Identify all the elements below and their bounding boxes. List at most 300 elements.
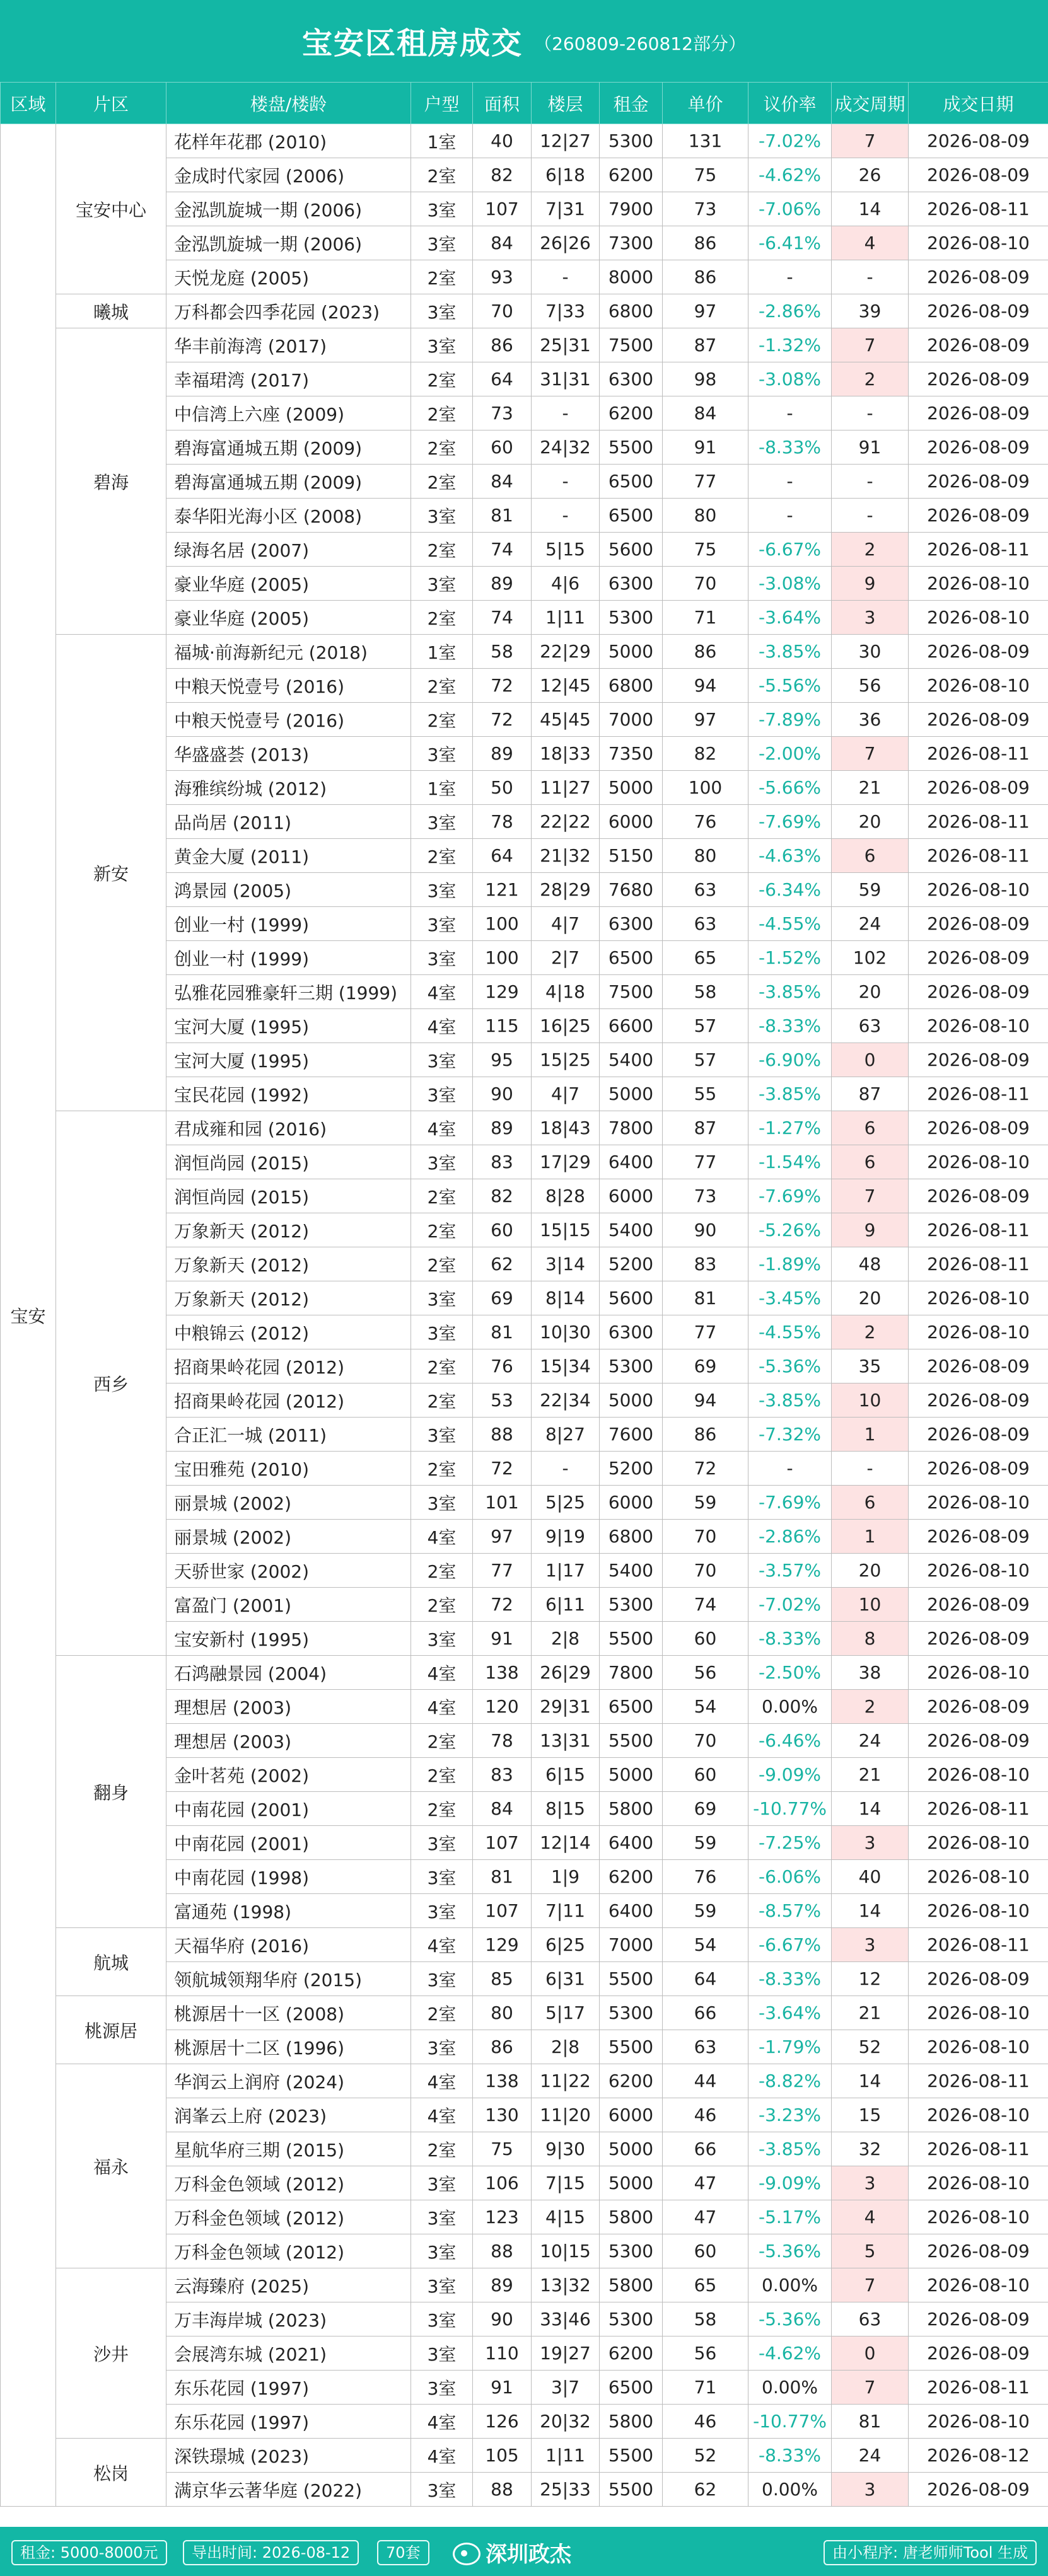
bargain-rate-cell: -3.45% — [748, 1281, 832, 1315]
rent-cell: 6600 — [600, 1009, 663, 1043]
floor-cell: 9|19 — [532, 1520, 600, 1554]
bargain-rate-cell: -2.86% — [748, 294, 832, 328]
floor-cell: 18|33 — [532, 737, 600, 771]
area-cell: 76 — [473, 1349, 532, 1383]
rent-cell: 5300 — [600, 2302, 663, 2336]
layout-cell: 3室 — [411, 873, 473, 907]
estate-cell: 金成时代家园 (2006) — [166, 158, 411, 192]
unit-price-cell: 47 — [663, 2166, 748, 2200]
area-cell: 72 — [473, 1452, 532, 1486]
col-bargain-rate: 议价率 — [748, 83, 832, 124]
floor-cell: 22|34 — [532, 1383, 600, 1418]
estate-cell: 宝民花园 (1992) — [166, 1077, 411, 1111]
deal-date-cell: 2026-08-11 — [909, 533, 1048, 567]
estate-cell: 泰华阳光海小区 (2008) — [166, 499, 411, 533]
deal-date-cell: 2026-08-10 — [909, 669, 1048, 703]
estate-cell: 中南花园 (2001) — [166, 1826, 411, 1860]
bargain-rate-cell: -8.33% — [748, 1622, 832, 1656]
deal-date-cell: 2026-08-10 — [909, 2200, 1048, 2234]
area-cell: 115 — [473, 1009, 532, 1043]
deal-cycle-cell: 6 — [832, 1111, 909, 1145]
area-cell: 105 — [473, 2439, 532, 2473]
bargain-rate-cell: -7.06% — [748, 192, 832, 226]
area-cell: 50 — [473, 771, 532, 805]
deal-cycle-cell: 2 — [832, 1315, 909, 1349]
floor-cell: 11|20 — [532, 2098, 600, 2132]
deal-date-cell: 2026-08-10 — [909, 1894, 1048, 1928]
rent-cell: 6300 — [600, 567, 663, 601]
deal-cycle-cell: 4 — [832, 226, 909, 260]
area-cell: 97 — [473, 1520, 532, 1554]
rent-cell: 6200 — [600, 396, 663, 430]
floor-cell: - — [532, 499, 600, 533]
layout-cell: 3室 — [411, 2268, 473, 2302]
deal-date-cell: 2026-08-10 — [909, 1826, 1048, 1860]
estate-cell: 万科金色领域 (2012) — [166, 2200, 411, 2234]
area-cell: 86 — [473, 328, 532, 362]
deal-date-cell: 2026-08-09 — [909, 2302, 1048, 2336]
area-cell: 85 — [473, 1962, 532, 1996]
page-title — [0, 19, 1048, 62]
unit-price-cell: 97 — [663, 703, 748, 737]
bargain-rate-cell: -7.69% — [748, 1179, 832, 1213]
estate-cell: 君成雍和园 (2016) — [166, 1111, 411, 1145]
area-cell: 69 — [473, 1281, 532, 1315]
deal-cycle-cell: 48 — [832, 1247, 909, 1281]
area-cell: 89 — [473, 2268, 532, 2302]
rent-cell: 5500 — [600, 1962, 663, 1996]
bargain-rate-cell: 0.00% — [748, 2268, 832, 2302]
layout-cell: 2室 — [411, 158, 473, 192]
floor-cell: 33|46 — [532, 2302, 600, 2336]
estate-cell: 品尚居 (2011) — [166, 805, 411, 839]
bargain-rate-cell: -9.09% — [748, 2166, 832, 2200]
estate-cell: 桃源居十一区 (2008) — [166, 1996, 411, 2030]
bargain-rate-cell: -7.89% — [748, 703, 832, 737]
bargain-rate-cell: -1.79% — [748, 2030, 832, 2064]
district-cell: 碧海 — [56, 328, 166, 635]
area-cell: 126 — [473, 2405, 532, 2439]
area-cell: 70 — [473, 294, 532, 328]
area-cell: 121 — [473, 873, 532, 907]
estate-cell: 天骄世家 (2002) — [166, 1554, 411, 1588]
bargain-rate-cell: -3.85% — [748, 1077, 832, 1111]
deal-cycle-cell: 30 — [832, 635, 909, 669]
estate-cell: 华盛盛荟 (2013) — [166, 737, 411, 771]
bargain-rate-cell: -3.85% — [748, 635, 832, 669]
unit-price-cell: 62 — [663, 2473, 748, 2507]
layout-cell: 2室 — [411, 839, 473, 873]
area-cell: 138 — [473, 1656, 532, 1690]
bargain-rate-cell: -7.69% — [748, 805, 832, 839]
deal-date-cell: 2026-08-09 — [909, 635, 1048, 669]
floor-cell: 29|31 — [532, 1690, 600, 1724]
floor-cell: 12|45 — [532, 669, 600, 703]
bargain-rate-cell: -8.57% — [748, 1894, 832, 1928]
district-cell: 曦城 — [56, 294, 166, 328]
unit-price-cell: 75 — [663, 158, 748, 192]
deal-cycle-cell: - — [832, 396, 909, 430]
deal-cycle-cell: 24 — [832, 2439, 909, 2473]
district-cell: 新安 — [56, 635, 166, 1111]
deal-cycle-cell: 39 — [832, 294, 909, 328]
layout-cell: 3室 — [411, 2200, 473, 2234]
floor-cell: 25|33 — [532, 2473, 600, 2507]
estate-cell: 万科都会四季花园 (2023) — [166, 294, 411, 328]
deal-cycle-cell: 3 — [832, 601, 909, 635]
table-row — [1, 1656, 1048, 1690]
unit-price-cell: 58 — [663, 975, 748, 1009]
deal-cycle-cell: 14 — [832, 2064, 909, 2098]
bargain-rate-cell: -1.54% — [748, 1145, 832, 1179]
bargain-rate-cell: -4.55% — [748, 907, 832, 941]
export-time-badge: 导出时间: 2026-08-12 — [183, 2540, 359, 2565]
deal-cycle-cell: 63 — [832, 1009, 909, 1043]
table-header-row — [1, 83, 1048, 124]
floor-cell: 28|29 — [532, 873, 600, 907]
estate-cell: 中粮锦云 (2012) — [166, 1315, 411, 1349]
unit-price-cell: 63 — [663, 907, 748, 941]
rent-cell: 8000 — [600, 260, 663, 294]
floor-cell: 8|27 — [532, 1418, 600, 1452]
deal-cycle-cell: 59 — [832, 873, 909, 907]
rent-cell: 6500 — [600, 2371, 663, 2405]
estate-cell: 万科金色领域 (2012) — [166, 2166, 411, 2200]
layout-cell: 3室 — [411, 499, 473, 533]
generator-badge: 由小程序: 唐老师师Tool 生成 — [824, 2540, 1037, 2565]
rent-cell: 7800 — [600, 1111, 663, 1145]
floor-cell: 3|7 — [532, 2371, 600, 2405]
estate-cell: 万象新天 (2012) — [166, 1213, 411, 1247]
bargain-rate-cell: 0.00% — [748, 1690, 832, 1724]
deal-date-cell: 2026-08-09 — [909, 158, 1048, 192]
unit-price-cell: 59 — [663, 1826, 748, 1860]
layout-cell: 2室 — [411, 1179, 473, 1213]
floor-cell: 18|43 — [532, 1111, 600, 1145]
estate-cell: 万丰海岸城 (2023) — [166, 2302, 411, 2336]
col-layout: 户型 — [411, 83, 473, 124]
area-cell: 91 — [473, 2371, 532, 2405]
floor-cell: 2|8 — [532, 2030, 600, 2064]
area-cell: 107 — [473, 192, 532, 226]
floor-cell: 17|29 — [532, 1145, 600, 1179]
deal-cycle-cell: 0 — [832, 2336, 909, 2371]
rent-cell: 7680 — [600, 873, 663, 907]
estate-cell: 星航华府三期 (2015) — [166, 2132, 411, 2166]
deal-date-cell: 2026-08-10 — [909, 1281, 1048, 1315]
bargain-rate-cell: -2.50% — [748, 1656, 832, 1690]
layout-cell: 3室 — [411, 1077, 473, 1111]
layout-cell: 3室 — [411, 192, 473, 226]
unit-price-cell: 55 — [663, 1077, 748, 1111]
deal-cycle-cell: 7 — [832, 737, 909, 771]
floor-cell: 7|15 — [532, 2166, 600, 2200]
estate-cell: 海雅缤纷城 (2012) — [166, 771, 411, 805]
unit-price-cell: 70 — [663, 567, 748, 601]
rent-cell: 6500 — [600, 1690, 663, 1724]
rent-cell: 6800 — [600, 1520, 663, 1554]
area-cell: 107 — [473, 1826, 532, 1860]
estate-cell: 润恒尚园 (2015) — [166, 1179, 411, 1213]
footer-bar — [0, 2527, 1048, 2576]
deal-cycle-cell: 35 — [832, 1349, 909, 1383]
estate-cell: 花样年花郡 (2010) — [166, 124, 411, 158]
estate-cell: 桃源居十二区 (1996) — [166, 2030, 411, 2064]
deal-cycle-cell: 4 — [832, 2200, 909, 2234]
layout-cell: 1室 — [411, 124, 473, 158]
col-estate: 楼盘/楼龄 — [166, 83, 411, 124]
layout-cell: 3室 — [411, 328, 473, 362]
unit-price-cell: 57 — [663, 1043, 748, 1077]
unit-price-cell: 94 — [663, 1383, 748, 1418]
layout-cell: 3室 — [411, 1826, 473, 1860]
unit-price-cell: 66 — [663, 2132, 748, 2166]
bargain-rate-cell: -7.02% — [748, 124, 832, 158]
deal-date-cell: 2026-08-09 — [909, 1349, 1048, 1383]
unit-price-cell: 86 — [663, 260, 748, 294]
deal-date-cell: 2026-08-09 — [909, 362, 1048, 396]
layout-cell: 2室 — [411, 465, 473, 499]
estate-cell: 东乐花园 (1997) — [166, 2371, 411, 2405]
area-cell: 120 — [473, 1690, 532, 1724]
unit-price-cell: 60 — [663, 2234, 748, 2268]
bargain-rate-cell: -6.67% — [748, 1928, 832, 1962]
estate-cell: 富盈门 (2001) — [166, 1588, 411, 1622]
layout-cell: 2室 — [411, 1758, 473, 1792]
bargain-rate-cell: -3.85% — [748, 975, 832, 1009]
rent-cell: 6300 — [600, 907, 663, 941]
rent-cell: 7800 — [600, 1656, 663, 1690]
deal-date-cell: 2026-08-10 — [909, 1554, 1048, 1588]
unit-price-cell: 56 — [663, 2336, 748, 2371]
floor-cell: 45|45 — [532, 703, 600, 737]
estate-cell: 万象新天 (2012) — [166, 1247, 411, 1281]
table-row — [1, 1928, 1048, 1962]
deal-cycle-cell: 14 — [832, 1792, 909, 1826]
rent-cell: 6000 — [600, 2098, 663, 2132]
estate-cell: 理想居 (2003) — [166, 1724, 411, 1758]
deal-date-cell: 2026-08-12 — [909, 2439, 1048, 2473]
layout-cell: 3室 — [411, 1281, 473, 1315]
unit-price-cell: 75 — [663, 533, 748, 567]
layout-cell: 4室 — [411, 1520, 473, 1554]
unit-price-cell: 87 — [663, 1111, 748, 1145]
deal-date-cell: 2026-08-11 — [909, 192, 1048, 226]
brand-name: 深圳政杰 — [486, 2542, 571, 2567]
deal-cycle-cell: 6 — [832, 1145, 909, 1179]
unit-price-cell: 58 — [663, 2302, 748, 2336]
deal-date-cell: 2026-08-10 — [909, 873, 1048, 907]
floor-cell: 4|6 — [532, 567, 600, 601]
table-row — [1, 635, 1048, 669]
bargain-rate-cell: -3.64% — [748, 601, 832, 635]
deal-cycle-cell: 40 — [832, 1860, 909, 1894]
bargain-rate-cell: -5.36% — [748, 2234, 832, 2268]
rent-cell: 5300 — [600, 1349, 663, 1383]
deal-cycle-cell: 9 — [832, 1213, 909, 1247]
deal-cycle-cell: 3 — [832, 1826, 909, 1860]
layout-cell: 3室 — [411, 2234, 473, 2268]
rent-cell: 5500 — [600, 1622, 663, 1656]
deal-cycle-cell: 20 — [832, 805, 909, 839]
area-cell: 72 — [473, 669, 532, 703]
area-cell: 90 — [473, 1077, 532, 1111]
layout-cell: 3室 — [411, 941, 473, 975]
bargain-rate-cell: -6.34% — [748, 873, 832, 907]
rent-cell: 7000 — [600, 1928, 663, 1962]
floor-cell: 24|32 — [532, 430, 600, 465]
district-cell: 松岗 — [56, 2439, 166, 2507]
estate-cell: 招商果岭花园 (2012) — [166, 1383, 411, 1418]
region-cell: 宝安 — [1, 124, 56, 2507]
floor-cell: 26|29 — [532, 1656, 600, 1690]
bargain-rate-cell: -3.57% — [748, 1554, 832, 1588]
bargain-rate-cell: -6.06% — [748, 1860, 832, 1894]
bargain-rate-cell: -8.82% — [748, 2064, 832, 2098]
floor-cell: 15|25 — [532, 1043, 600, 1077]
area-cell: 40 — [473, 124, 532, 158]
floor-cell: - — [532, 465, 600, 499]
rent-cell: 5000 — [600, 771, 663, 805]
rent-cell: 7000 — [600, 703, 663, 737]
rent-cell: 5300 — [600, 2234, 663, 2268]
area-cell: 84 — [473, 226, 532, 260]
bargain-rate-cell: -7.32% — [748, 1418, 832, 1452]
estate-cell: 理想居 (2003) — [166, 1690, 411, 1724]
area-cell: 130 — [473, 2098, 532, 2132]
layout-cell: 3室 — [411, 226, 473, 260]
deal-date-cell: 2026-08-09 — [909, 1043, 1048, 1077]
deal-cycle-cell: 21 — [832, 771, 909, 805]
floor-cell: 22|22 — [532, 805, 600, 839]
bargain-rate-cell: -5.36% — [748, 2302, 832, 2336]
rent-cell: 7900 — [600, 192, 663, 226]
deal-cycle-cell: 21 — [832, 1996, 909, 2030]
rent-cell: 7300 — [600, 226, 663, 260]
floor-cell: - — [532, 1452, 600, 1486]
rent-cell: 7500 — [600, 328, 663, 362]
unit-price-cell: 77 — [663, 1315, 748, 1349]
bargain-rate-cell: -6.46% — [748, 1724, 832, 1758]
rent-cell: 6200 — [600, 158, 663, 192]
bargain-rate-cell: -9.09% — [748, 1758, 832, 1792]
bargain-rate-cell: -3.08% — [748, 567, 832, 601]
deal-date-cell: 2026-08-10 — [909, 1315, 1048, 1349]
floor-cell: 8|14 — [532, 1281, 600, 1315]
deal-date-cell: 2026-08-09 — [909, 941, 1048, 975]
estate-cell: 金叶茗苑 (2002) — [166, 1758, 411, 1792]
floor-cell: 22|29 — [532, 635, 600, 669]
bargain-rate-cell: -8.33% — [748, 430, 832, 465]
rent-cell: 6800 — [600, 669, 663, 703]
deal-date-cell: 2026-08-09 — [909, 1111, 1048, 1145]
deal-cycle-cell: 3 — [832, 2473, 909, 2507]
unit-price-cell: 84 — [663, 396, 748, 430]
estate-cell: 金泓凯旋城一期 (2006) — [166, 226, 411, 260]
floor-cell: 13|32 — [532, 2268, 600, 2302]
bargain-rate-cell: - — [748, 1452, 832, 1486]
deal-date-cell: 2026-08-09 — [909, 1383, 1048, 1418]
deal-date-cell: 2026-08-09 — [909, 294, 1048, 328]
deal-cycle-cell: 6 — [832, 839, 909, 873]
unit-price-cell: 72 — [663, 1452, 748, 1486]
area-cell: 100 — [473, 941, 532, 975]
estate-cell: 万象新天 (2012) — [166, 1281, 411, 1315]
deal-cycle-cell: 20 — [832, 1281, 909, 1315]
deal-date-cell: 2026-08-10 — [909, 567, 1048, 601]
deal-cycle-cell: 63 — [832, 2302, 909, 2336]
area-cell: 90 — [473, 2302, 532, 2336]
deal-date-cell: 2026-08-11 — [909, 1213, 1048, 1247]
unit-price-cell: 97 — [663, 294, 748, 328]
layout-cell: 3室 — [411, 1894, 473, 1928]
floor-cell: - — [532, 260, 600, 294]
bargain-rate-cell: 0.00% — [748, 2473, 832, 2507]
area-cell: 81 — [473, 499, 532, 533]
deal-date-cell: 2026-08-09 — [909, 396, 1048, 430]
rent-cell: 5000 — [600, 635, 663, 669]
estate-cell: 宝安新村 (1995) — [166, 1622, 411, 1656]
deal-date-cell: 2026-08-09 — [909, 771, 1048, 805]
layout-cell: 3室 — [411, 805, 473, 839]
area-cell: 73 — [473, 396, 532, 430]
layout-cell: 2室 — [411, 1247, 473, 1281]
area-cell: 89 — [473, 567, 532, 601]
unit-price-cell: 46 — [663, 2098, 748, 2132]
area-cell: 91 — [473, 1622, 532, 1656]
layout-cell: 3室 — [411, 1622, 473, 1656]
bargain-rate-cell: -1.32% — [748, 328, 832, 362]
table-row — [1, 2439, 1048, 2473]
unit-price-cell: 77 — [663, 465, 748, 499]
deal-cycle-cell: 2 — [832, 362, 909, 396]
area-cell: 129 — [473, 1928, 532, 1962]
bargain-rate-cell: - — [748, 499, 832, 533]
rent-cell: 5300 — [600, 124, 663, 158]
layout-cell: 3室 — [411, 294, 473, 328]
unit-price-cell: 63 — [663, 2030, 748, 2064]
rent-cell: 5500 — [600, 430, 663, 465]
deal-cycle-cell: - — [832, 1452, 909, 1486]
layout-cell: 1室 — [411, 635, 473, 669]
layout-cell: 4室 — [411, 1928, 473, 1962]
deal-cycle-cell: 12 — [832, 1962, 909, 1996]
estate-cell: 华润云上润府 (2024) — [166, 2064, 411, 2098]
deal-cycle-cell: 6 — [832, 1486, 909, 1520]
deal-cycle-cell: 14 — [832, 1894, 909, 1928]
estate-cell: 润峯云上府 (2023) — [166, 2098, 411, 2132]
estate-cell: 创业一村 (1999) — [166, 941, 411, 975]
floor-cell: 31|31 — [532, 362, 600, 396]
header-banner — [0, 0, 1048, 82]
floor-cell: - — [532, 396, 600, 430]
layout-cell: 4室 — [411, 1111, 473, 1145]
bargain-rate-cell: -7.25% — [748, 1826, 832, 1860]
layout-cell: 4室 — [411, 2405, 473, 2439]
rent-cell: 6400 — [600, 1145, 663, 1179]
area-cell: 83 — [473, 1145, 532, 1179]
rent-cell: 6300 — [600, 362, 663, 396]
deal-date-cell: 2026-08-09 — [909, 1622, 1048, 1656]
district-cell: 西乡 — [56, 1111, 166, 1656]
rent-cell: 6800 — [600, 294, 663, 328]
layout-cell: 2室 — [411, 703, 473, 737]
deal-date-cell: 2026-08-11 — [909, 1792, 1048, 1826]
unit-price-cell: 47 — [663, 2200, 748, 2234]
area-cell: 129 — [473, 975, 532, 1009]
estate-cell: 中南花园 (1998) — [166, 1860, 411, 1894]
layout-cell: 4室 — [411, 2098, 473, 2132]
